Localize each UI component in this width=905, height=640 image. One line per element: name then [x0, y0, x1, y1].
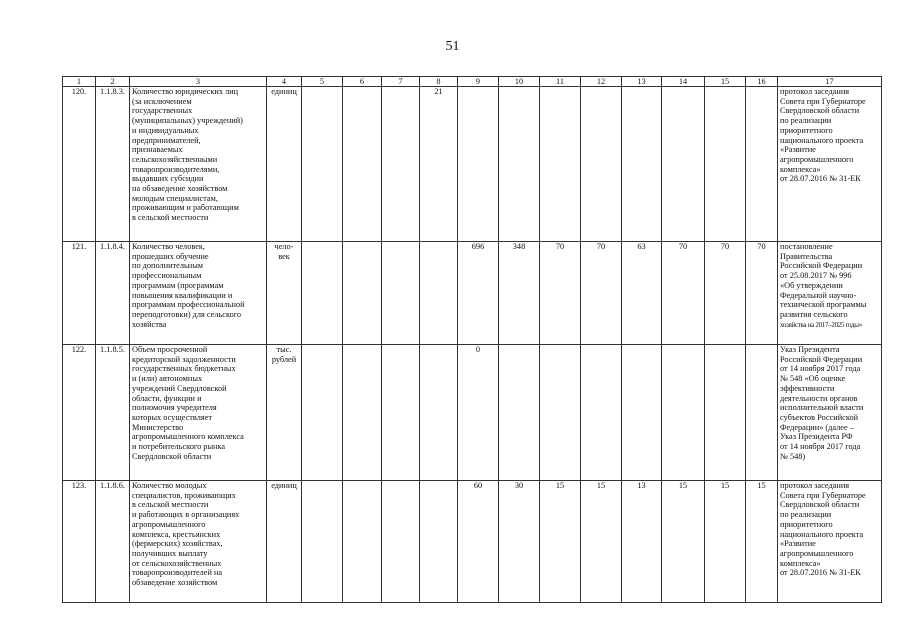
col-header-5: 5 [302, 77, 343, 87]
value-col-16 [746, 345, 778, 481]
value-col-7 [382, 87, 420, 242]
col-header-6: 6 [343, 77, 382, 87]
value-col-6 [343, 242, 382, 345]
value-col-14 [662, 345, 705, 481]
indicator-name: Количество человек, прошедших обучение по дополнительным профессиональным программам (программам повышения квалификации и программам профессиональной переподготовки) для сельского хозяйства [130, 242, 267, 345]
table-row [63, 87, 882, 242]
value-col-9: 60 [458, 481, 499, 603]
row-number: 122. [63, 345, 96, 481]
value-col-12 [581, 345, 622, 481]
col-header-10: 10 [499, 77, 540, 87]
col-header-9: 9 [458, 77, 499, 87]
col-header-8: 8 [420, 77, 458, 87]
col-header-16: 16 [746, 77, 778, 87]
value-col-8 [420, 242, 458, 345]
header-row [63, 77, 882, 87]
value-col-7 [382, 345, 420, 481]
row-number: 123. [63, 481, 96, 603]
value-col-5 [302, 481, 343, 603]
source-document: Указ Президента Российской Федерации от 14 ноября 2017 года № 548 «Об оценке эффективности деятельности органов исполнительной власти субъектов Российской Федерации» (далее – Указ Президента РФ от 14 ноября 2017 года № 548) [778, 345, 882, 481]
row-number: 120. [63, 87, 96, 242]
col-header-3: 3 [130, 77, 267, 87]
value-col-14: 15 [662, 481, 705, 603]
value-col-8 [420, 345, 458, 481]
value-col-10 [499, 87, 540, 242]
unit: единиц [267, 87, 302, 242]
value-col-15: 70 [705, 242, 746, 345]
value-col-11 [540, 87, 581, 242]
unit: тыс. рублей [267, 345, 302, 481]
source-document [778, 242, 882, 345]
indicator-code: 1.1.8.6. [96, 481, 130, 603]
col-header-14: 14 [662, 77, 705, 87]
table-row [63, 345, 882, 481]
source-text: постановление Правительства Российской Федерации от 25.08.2017 № 996 «Об утверждении Федеральной научно- технической программы развития сельского [780, 242, 867, 319]
value-col-10: 30 [499, 481, 540, 603]
value-col-16: 15 [746, 481, 778, 603]
value-col-11 [540, 345, 581, 481]
value-col-13: 13 [622, 481, 662, 603]
value-col-6 [343, 87, 382, 242]
source-document: протокол заседания Совета при Губернаторе Свердловской области по реализации приоритетного национального проекта «Развитие агропромышленного комплекса» от 28.07.2016 № 31-ЕК [778, 481, 882, 603]
indicator-code: 1.1.8.4. [96, 242, 130, 345]
col-header-7: 7 [382, 77, 420, 87]
col-header-13: 13 [622, 77, 662, 87]
value-col-8 [420, 481, 458, 603]
col-header-2: 2 [96, 77, 130, 87]
value-col-15: 15 [705, 481, 746, 603]
page-number: 51 [445, 39, 460, 54]
value-col-14 [662, 87, 705, 242]
value-col-13: 63 [622, 242, 662, 345]
value-col-7 [382, 242, 420, 345]
source-document: протокол заседания Совета при Губернаторе Свердловской области по реализации приоритетного национального проекта «Развитие агропромышленного комплекса» от 28.07.2016 № 31-ЕК [778, 87, 882, 242]
value-col-16: 70 [746, 242, 778, 345]
source-text-last: хозяйства на 2017–2025 годы» [780, 320, 862, 329]
indicator-name: Количество юридических лиц (за исключением государственных (муниципальных) учреждений) и индивидуальных предпринимателей, признаваемых сельскохозяйственными товаропроизводителями, выдавших субсидии на обзаведение хозяйством молодым специалистам, проживающим и работающим в сельской местности [130, 87, 267, 242]
table-row [63, 242, 882, 345]
value-col-9: 0 [458, 345, 499, 481]
value-col-15 [705, 345, 746, 481]
value-col-11: 70 [540, 242, 581, 345]
row-number: 121. [63, 242, 96, 345]
value-col-10: 348 [499, 242, 540, 345]
value-col-14: 70 [662, 242, 705, 345]
col-header-12: 12 [581, 77, 622, 87]
indicator-name: Объем просроченной кредиторской задолженности государственных бюджетных и (или) автономных учреждений Свердловской области, функции и полномочия учредителя которых осуществляет Министерство агропромышленного комплекса и потребительского рынка Свердловской области [130, 345, 267, 481]
indicator-code: 1.1.8.3. [96, 87, 130, 242]
table-row [63, 481, 882, 603]
value-col-5 [302, 242, 343, 345]
value-col-13 [622, 345, 662, 481]
value-col-5 [302, 345, 343, 481]
col-header-4: 4 [267, 77, 302, 87]
value-col-10 [499, 345, 540, 481]
col-header-15: 15 [705, 77, 746, 87]
indicator-code: 1.1.8.5. [96, 345, 130, 481]
value-col-9: 696 [458, 242, 499, 345]
value-col-16 [746, 87, 778, 242]
indicators-table [62, 76, 882, 603]
value-col-13 [622, 87, 662, 242]
value-col-6 [343, 481, 382, 603]
value-col-6 [343, 345, 382, 481]
value-col-12 [581, 87, 622, 242]
value-col-7 [382, 481, 420, 603]
value-col-11: 15 [540, 481, 581, 603]
col-header-11: 11 [540, 77, 581, 87]
value-col-12: 15 [581, 481, 622, 603]
indicator-name: Количество молодых специалистов, проживающих в сельской местности и работающих в организациях агропромышленного комплекса, крестьянских (фермерских) хозяйствах, получивших выплату от сельскохозяйственных товаропроизводителей на обзаведение хозяйством [130, 481, 267, 603]
col-header-17: 17 [778, 77, 882, 87]
value-col-15 [705, 87, 746, 242]
unit: чело- век [267, 242, 302, 345]
col-header-1: 1 [63, 77, 96, 87]
value-col-12: 70 [581, 242, 622, 345]
value-col-9 [458, 87, 499, 242]
value-col-5 [302, 87, 343, 242]
value-col-8: 21 [420, 87, 458, 242]
unit: единиц [267, 481, 302, 603]
